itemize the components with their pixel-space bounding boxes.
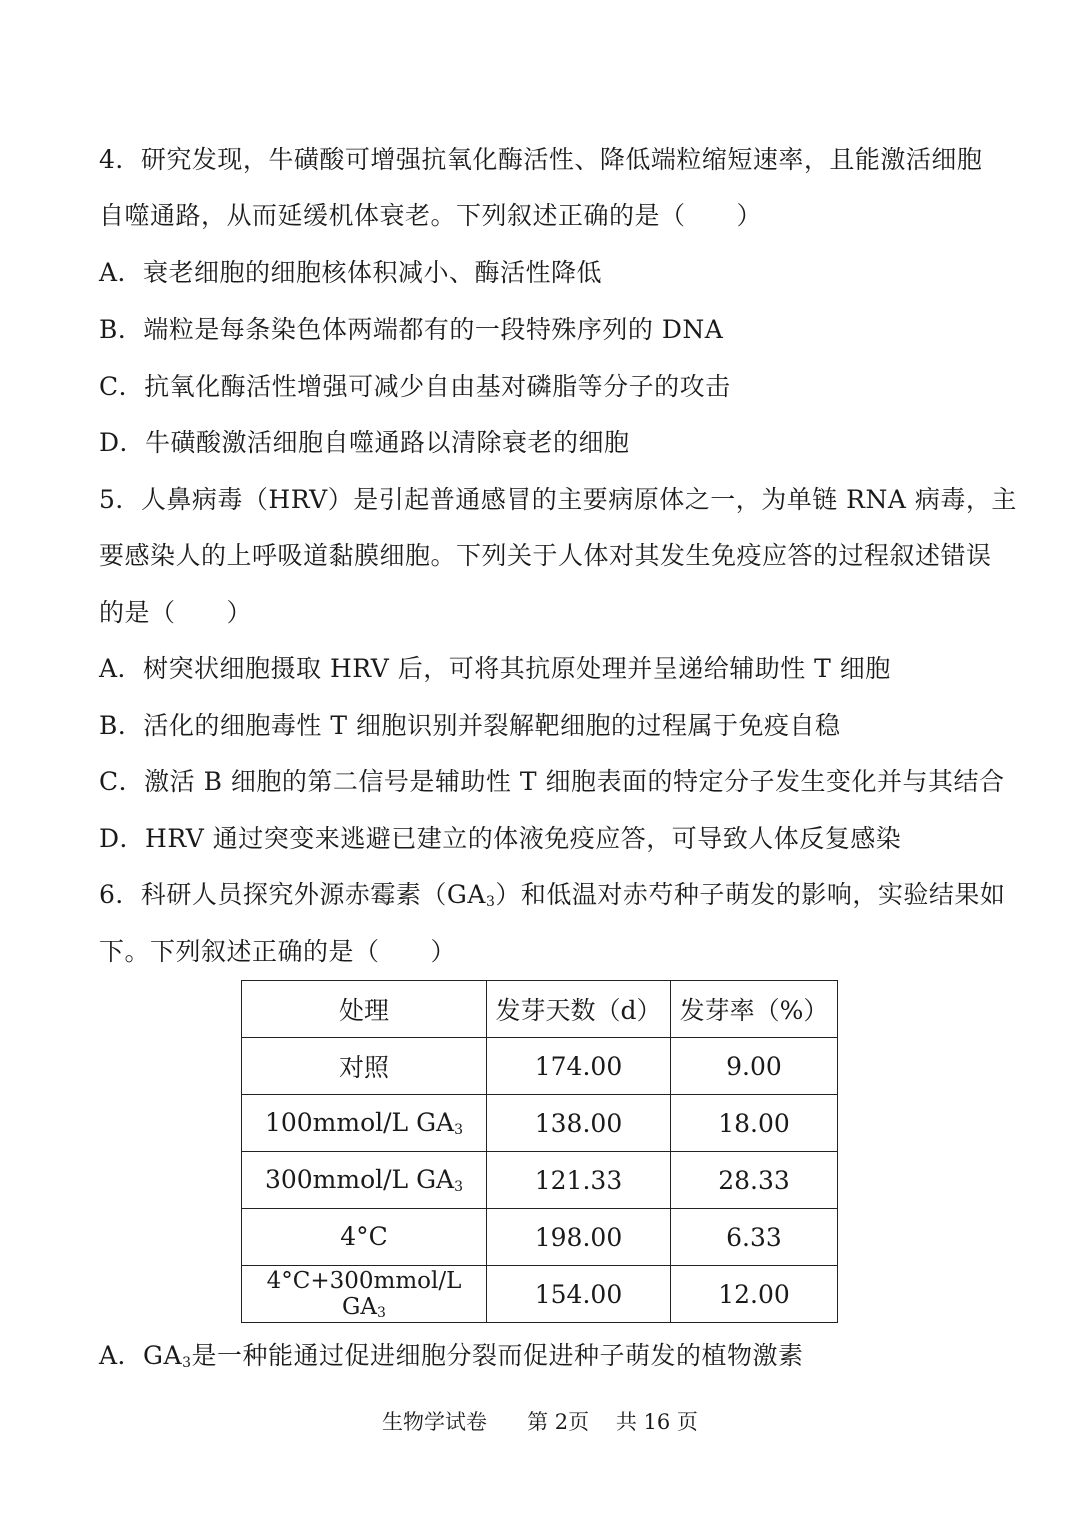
- table-row: [242, 1152, 838, 1209]
- q5-stem-line2: 要感染人的上呼吸道黏膜细胞。下列关于人体对其发生免疫应答的过程叙述错误: [99, 541, 992, 570]
- q4-option-a: A．衰老细胞的细胞核体积减小、酶活性降低: [99, 258, 603, 287]
- table-cell-rate: 9.00: [671, 1038, 838, 1095]
- q6-stem-line1-pre: 6．科研人员探究外源赤霉素（GA: [99, 880, 486, 909]
- table-row: [242, 1095, 838, 1152]
- table-header-row: [242, 981, 838, 1038]
- table-header-rate: 发芽率（%）: [671, 981, 838, 1038]
- q6-stem-line2: 下。下列叙述正确的是（ ）: [99, 937, 457, 966]
- table-cell-days: 198.00: [487, 1209, 671, 1266]
- table-cell-treatment: 300mmol/L $GA_3$: [242, 1152, 487, 1209]
- q4-stem-line2: 自噬通路，从而延缓机体衰老。下列叙述正确的是（ ）: [99, 201, 763, 230]
- table-cell-rate: 12.00: [671, 1266, 838, 1323]
- q4-option-d: D．牛磺酸激活细胞自噬通路以清除衰老的细胞: [99, 428, 630, 457]
- page-footer: [0, 1408, 1080, 1436]
- q4-option-b: B．端粒是每条染色体两端都有的一段特殊序列的 DNA: [99, 315, 724, 344]
- table-row: [242, 1038, 838, 1095]
- table-cell-days: 121.33: [487, 1152, 671, 1209]
- footer-page-number: 第 2页: [527, 1410, 590, 1434]
- footer-subject: 生物学试卷: [382, 1410, 488, 1434]
- q4-stem-line1: 4．研究发现，牛磺酸可增强抗氧化酶活性、降低端粒缩短速率，且能激活细胞: [99, 145, 983, 174]
- q5-option-d: D．HRV 通过突变来逃避已建立的体液免疫应答，可导致人体反复感染: [99, 824, 902, 853]
- table-row: [242, 1266, 838, 1323]
- table-row: [242, 1209, 838, 1266]
- table-cell-days: 154.00: [487, 1266, 671, 1323]
- table-cell-treatment: 4°C: [242, 1209, 487, 1266]
- table-cell-days: 138.00: [487, 1095, 671, 1152]
- q6-stem-line1-post: ）和低温对赤芍种子萌发的影响，实验结果如: [495, 880, 1006, 909]
- table-header-treatment: 处理: [242, 981, 487, 1038]
- table-cell-rate: 28.33: [671, 1152, 838, 1209]
- results-table: [241, 980, 838, 1323]
- q5-option-b: B．活化的细胞毒性 T 细胞识别并裂解靶细胞的过程属于免疫自稳: [99, 711, 841, 740]
- footer-total-pages: 共 16 页: [615, 1410, 698, 1434]
- table-header-days: 发芽天数（d）: [487, 981, 671, 1038]
- table-cell-treatment: 4°C+300mmol/L $GA_3$: [242, 1266, 487, 1323]
- table-cell-treatment: 对照: [242, 1038, 487, 1095]
- q5-stem-line1: 5．人鼻病毒（HRV）是引起普通感冒的主要病原体之一，为单链 RNA 病毒，主: [99, 485, 1017, 514]
- q6-stem-line1: [99, 878, 1006, 919]
- q6-option-a: A．$GA_3$是一种能通过促进细胞分裂而促进种子萌发的植物激素: [99, 1341, 804, 1371]
- q5-stem-line3: 的是（ ）: [99, 598, 253, 627]
- table-cell-rate: 6.33: [671, 1209, 838, 1266]
- q5-option-c: C．激活 B 细胞的第二信号是辅助性 T 细胞表面的特定分子发生变化并与其结合: [99, 767, 1005, 796]
- table-cell-rate: 18.00: [671, 1095, 838, 1152]
- table-cell-treatment: 100mmol/L $GA_3$: [242, 1095, 487, 1152]
- q6-stem-line1-sub: 3: [485, 894, 496, 910]
- q4-option-c: C．抗氧化酶活性增强可减少自由基对磷脂等分子的攻击: [99, 372, 731, 401]
- table-cell-days: 174.00: [487, 1038, 671, 1095]
- q5-option-a: A．树突状细胞摄取 HRV 后，可将其抗原处理并呈递给辅助性 T 细胞: [99, 654, 891, 683]
